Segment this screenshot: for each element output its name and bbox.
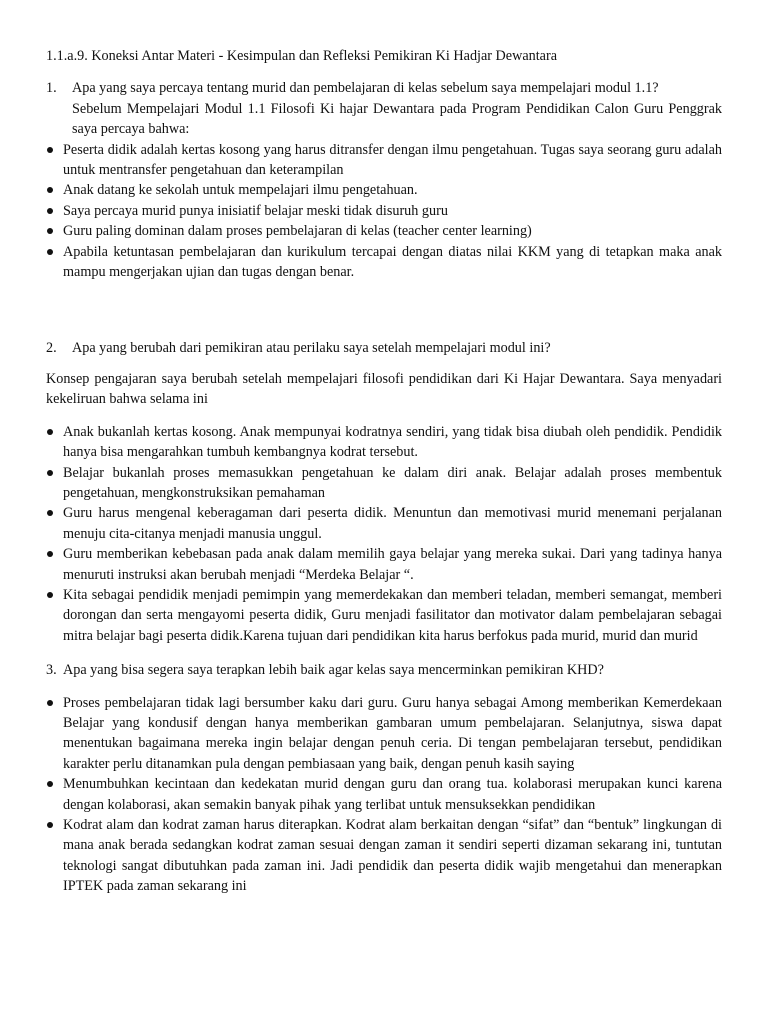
section1-intro: Sebelum Mempelajari Modul 1.1 Filosofi Ki hajar Dewantara pada Program Pendidikan Calon Guru Penggrak saya percaya bahwa: [72,100,722,138]
section2-intro: Konsep pengajaran saya berubah setelah mempelajari filosofi pendidikan dari Ki Hajar Dewantara. Saya menyadari kekeliruan bahwa selama ini [46,370,722,408]
section1-question: Apa yang saya percaya tentang murid dan pembelajaran di kelas sebelum saya mempelajari modul 1.1? [72,80,659,97]
section2-bullet-1: Anak bukanlah kertas kosong. Anak mempunyai kodratnya sendiri, yang tidak bisa diubah oleh pendidik. Pendidik hanya bisa mengarahkan tumbuh kembangnya kodrat tersebut. [46,422,722,463]
section2-list [46,422,722,646]
section2-heading [46,338,722,358]
document-title: 1.1.a.9. Koneksi Antar Materi - Kesimpulan dan Refleksi Pemikiran Ki Hadjar Dewantara [46,48,557,64]
section1-bullet-4: Guru paling dominan dalam proses pembelajaran di kelas (teacher center learning) [46,221,722,241]
section3-list [46,693,722,897]
section3-question: Apa yang bisa segera saya terapkan lebih baik agar kelas saya mencerminkan pemikiran KHD? [63,662,604,679]
section1-bullet-3: Saya percaya murid punya inisiatif belajar meski tidak disuruh guru [46,201,722,221]
section2-bullet-3: Guru harus mengenal keberagaman dari peserta didik. Menuntun dan memotivasi murid menemani perjalanan menuju cita-citanya menjadi manusia unggul. [46,503,722,544]
section1-list [46,140,722,283]
section3-bullet-2: Menumbuhkan kecintaan dan kedekatan murid dengan guru dan orang tua. kolaborasi merupakan kunci karena dengan kolaborasi, akan semakin banyak pihak yang terlibat untuk mensuksekkan pendidikan [46,774,722,815]
section1-heading [46,78,722,98]
section1-bullet-2: Anak datang ke sekolah untuk mempelajari ilmu pengetahuan. [46,180,722,200]
section1-bullet-1: Peserta didik adalah kertas kosong yang harus ditransfer dengan ilmu pengetahuan. Tugas saya seorang guru adalah untuk mentransfer pengetahuan dan keterampilan [46,140,722,181]
section2-bullet-5: Kita sebagai pendidik menjadi pemimpin yang memerdekakan dan memberi teladan, memberi semangat, memberi dorongan dan serta mengayomi peserta didik, Guru menjadi fasilitator dan motivator dalam pembelajaran sebagai mitra belajar bagi peserta didik.Karena tujuan dari pendidikan kita harus berfokus pada murid, murid dan murid [46,585,722,646]
section2-question: Apa yang berubah dari pemikiran atau perilaku saya setelah mempelajari modul ini? [72,340,551,357]
section1-number: 1. [46,80,57,97]
section3-heading [46,660,722,680]
section3-bullet-3: Kodrat alam dan kodrat zaman harus diterapkan. Kodrat alam berkaitan dengan “sifat” dan “bentuk” lingkungan di mana anak berada sedangkan kodrat zaman sesuai dengan zaman it sendiri seperti dizaman sekarang ini, tuntutan teknologi sangat dibutuhkan pada zaman ini. Jadi pendidik dan peserta didik wajib mengetahui dan menerapkan IPTEK pada zaman sekarang ini [46,815,722,897]
section2-bullet-2: Belajar bukanlah proses memasukkan pengetahuan ke dalam diri anak. Belajar adalah proses membentuk pengetahuan, mengkonstruksikan pemahaman [46,463,722,504]
section2-bullet-4: Guru memberikan kebebasan pada anak dalam memilih gaya belajar yang mereka sukai. Dari yang tadinya hanya menuruti instruksi akan berubah menjadi “Merdeka Belajar “. [46,544,722,585]
section1-bullet-5: Apabila ketuntasan pembelajaran dan kurikulum tercapai dengan diatas nilai KKM yang di tetapkan maka anak mampu mengerjakan ujian dan tugas dengan benar. [46,242,722,283]
section2-number: 2. [46,340,57,357]
section3-bullet-1: Proses pembelajaran tidak lagi bersumber kaku dari guru. Guru hanya sebagai Among memberikan Kemerdekaan Belajar yang kondusif dengan hanya memberikan gambaran umum pembelajaran. Selanjutnya, siswa dapat menentukan bagaimana mereka ingin belajar dengan penuh ceria. Di tengan pembelajaran tersebut, pendidikan karakter perlu ditanamkan pula dengan pembiasaan yang baik, dengan penuh kasih saying [46,693,722,775]
section3-number: 3. [46,662,57,679]
